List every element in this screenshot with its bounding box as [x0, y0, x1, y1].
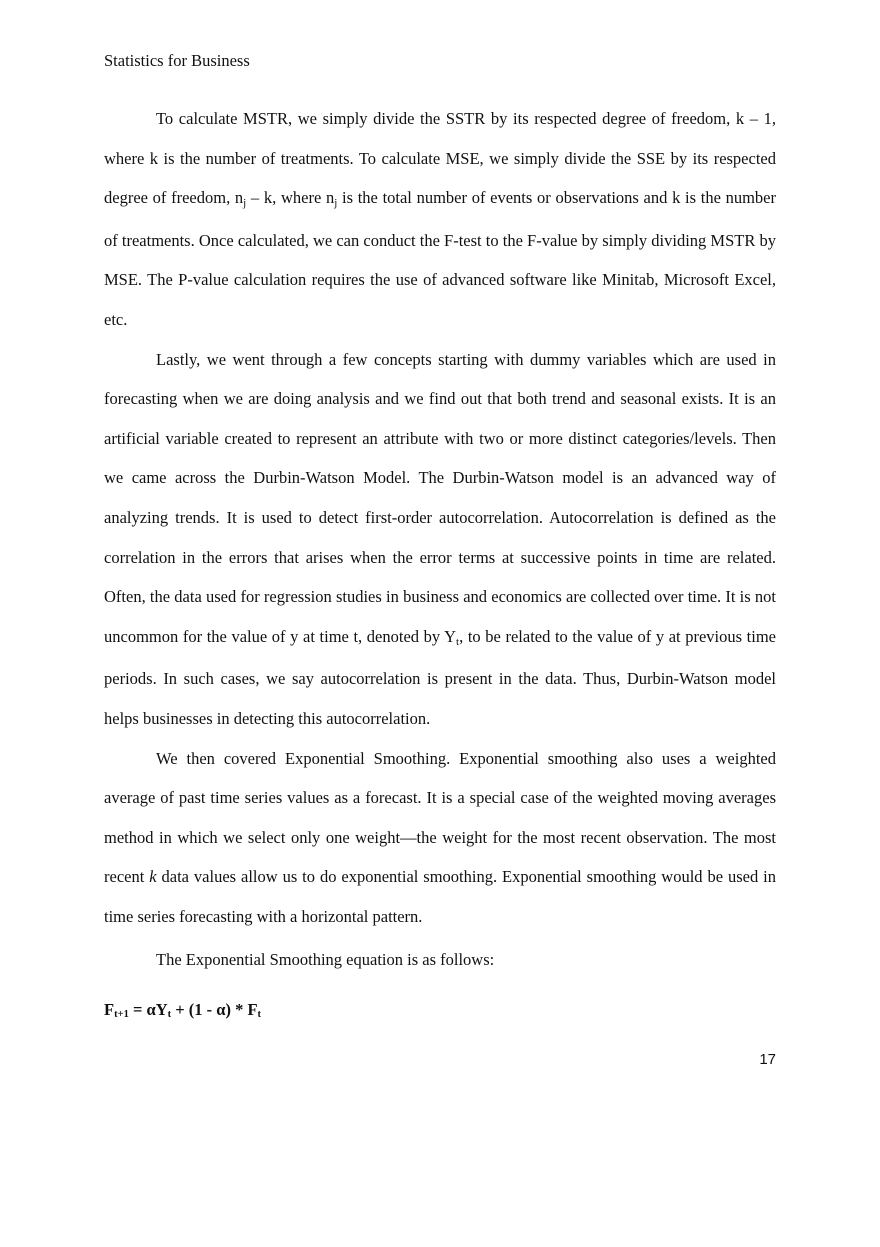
- document-page: [104, 0, 776, 1247]
- paragraph-exponential-smoothing: We then covered Exponential Smoothing. Exponential smoothing also uses a weighted average of past time series values as a forecast. It is a special case of the weighted moving averages method in which we select only one weight—the weight for the most recent observation. The most recent k data values allow us to do exponential smoothing. Exponential smoothing would be used in time series forecasting with a horizontal pattern.: [104, 748, 776, 926]
- subscript-j: j: [334, 197, 338, 210]
- paragraph-durbin-watson: Lastly, we went through a few concepts starting with dummy variables which are used in forecasting when we are doing analysis and we find out that both trend and seasonal exists. It is an artificial variable created to represent an attribute with two or more distinct categories/levels. Then we came across the Durbin-Watson Model. The Durbin-Watson model is an advanced way of analyzing trends. It is used to detect first-order autocorrelation. Autocorrelation is defined as the correlation in the errors that arises when the error terms at successive points in time are related. Often, the data used for regression studies in business and economics are collected over time. It is not uncommon for the value of y at time t, denoted by Yt, to be related to the value of y at previous time periods. In such cases, we say autocorrelation is present in the data. Thus, Durbin-Watson model helps businesses in detecting this autocorrelation.: [104, 349, 776, 728]
- formula-intro: The Exponential Smoothing equation is as follows:: [156, 950, 495, 969]
- subscript-t: t: [456, 635, 460, 648]
- page-number: 17: [759, 1051, 776, 1068]
- body-text: [104, 99, 776, 936]
- running-header: Statistics for Business: [104, 51, 250, 70]
- exponential-smoothing-formula: $F_{t+1} = \alpha Y_t + (1 - \alpha) * F_t$: [104, 1000, 262, 1020]
- paragraph-mstr-mse: To calculate MSTR, we simply divide the SSTR by its respected degree of freedom, k – 1, where k is the number of treatments. To calculate MSE, we simply divide the SSE by its respected degree of freedom, nj – k, where nj is the total number of events or observations and k is the number of treatments. Once calculated, we can conduct the F-test to the F-value by simply dividing MSTR by MSE. The P-value calculation requires the use of advanced software like Minitab, Microsoft Excel, etc.: [104, 109, 777, 329]
- italic-k: k: [149, 867, 157, 887]
- subscript-j: j: [243, 197, 247, 210]
